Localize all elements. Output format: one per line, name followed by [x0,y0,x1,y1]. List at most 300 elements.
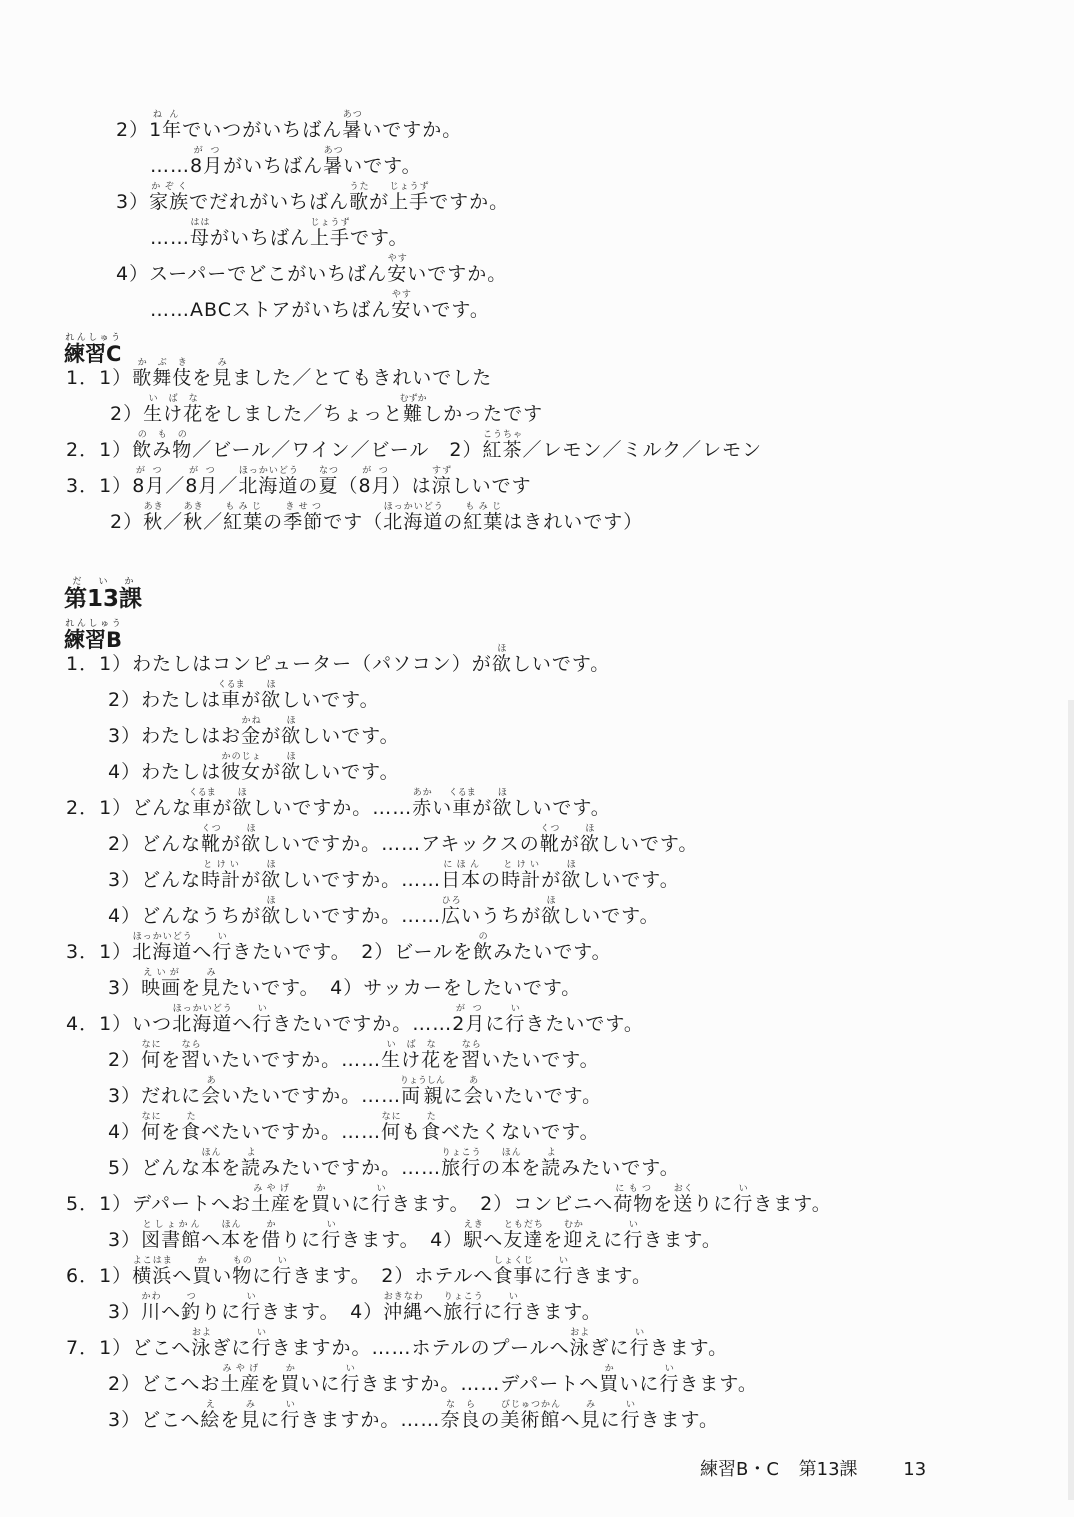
furigana-word: 何なに [141,1040,162,1071]
line-text: い [212,1265,233,1287]
line-text: はきれいです） [503,511,644,533]
line-text: の [481,869,502,891]
furigana-word: 欲ほ [561,860,582,891]
furigana-word: 生け花いばな [381,1040,442,1071]
exercise-line [108,824,698,860]
line-text: きます。 [523,1301,602,1323]
line-text: い [432,797,453,819]
exercise-line [116,110,462,146]
furigana-word: 欲ほ [579,824,600,855]
line-text: を [221,1157,242,1179]
line-text: 5）どんな [108,1157,202,1179]
line-text: 2．1） [66,439,133,461]
furigana-word: 靴くつ [201,824,222,855]
furigana-word: 秋あき [143,502,164,533]
line-text: が [212,797,233,819]
line-text: がいちばん [210,227,311,249]
line-text: 2）どんな [108,833,202,855]
furigana-word: 欲ほ [541,896,562,927]
line-text: しいです。 [281,689,380,711]
line-text: 2）どこへお [108,1373,221,1395]
furigana-word: 北海道ほっかいどう [132,932,193,963]
line-text: しいです。 [599,833,699,855]
page-number: 13 [903,1459,927,1480]
line-text: をしました／ちょっと [203,403,404,425]
line-text: いです。 [343,155,422,177]
furigana-word: 駅えき [463,1220,484,1251]
line-text: の [298,475,319,497]
line-text: しいです [451,475,532,497]
furigana-word: 日本にほん [441,860,482,891]
line-text: を [653,1193,674,1215]
line-text: しいです。 [301,761,400,783]
line-text: 3） [108,977,142,999]
furigana-word: 行い [371,1184,392,1215]
furigana-word: 食た [181,1112,202,1143]
furigana-word: 安やす [391,290,412,321]
furigana-word: 飲の [473,932,494,963]
line-text: ／ビール／ワイン／ビール 2） [192,439,483,461]
line-text: えに [583,1229,624,1251]
furigana-word: 奈良なら [440,1400,481,1431]
furigana-word: 両親りょうしん [399,1076,445,1107]
line-text: に [252,1265,273,1287]
line-text: を [291,1193,312,1215]
furigana-word: 買か [311,1184,332,1215]
furigana-word: 絵え [200,1400,221,1431]
exercise-line [66,788,611,824]
line-text: （ [338,475,359,497]
line-text: です（ [323,511,384,533]
line-text: いです。 [411,299,490,321]
line-text: しいですか。…… [281,905,442,927]
furigana-word: 泳およ [569,1328,590,1359]
furigana-word: 旅行りょこう [441,1148,482,1179]
furigana-word: 彼女かのじょ [221,752,262,783]
exercise-line [108,1076,602,1112]
footer-section: 練習B・C [700,1459,779,1480]
furigana-word: 行い [620,1400,641,1431]
furigana-word: 行い [553,1256,574,1287]
line-text: 3）どこへ [108,1409,201,1431]
exercise-line [66,644,610,680]
furigana-word: 車くるま [217,680,245,711]
furigana-word: 行い [659,1364,680,1395]
furigana-word: 見み [580,1400,601,1431]
furigana-word: 迎むか [563,1220,584,1251]
exercise-line [66,1328,728,1364]
furigana-word: 紅葉もみじ [223,502,264,533]
line-text: に [485,1013,506,1035]
furigana-word: 本ほん [221,1220,242,1251]
line-text: 3） [108,1229,142,1251]
line-text: 5．1）デパートへお [66,1193,252,1215]
line-text: 3）どんな [108,869,202,891]
furigana-word: 買か [192,1256,213,1287]
line-text: 2．1）どんな [66,797,193,819]
line-text: ／レモン／ミルク／レモン [522,439,763,461]
furigana-word: 食事しょくじ [493,1256,534,1287]
line-text: が [221,833,242,855]
furigana-word: 食た [421,1112,442,1143]
line-text: が [261,761,282,783]
line-text: へ [172,1265,193,1287]
footer-lesson: 第13課 [798,1459,858,1480]
furigana-word: 行い [212,932,233,963]
furigana-word: 行い [503,1292,524,1323]
furigana-word: 土産みやげ [220,1364,261,1395]
line-text: ／ [218,475,239,497]
furigana-word: 釣つ [181,1292,202,1323]
furigana-word: 時計とけい [201,860,242,891]
furigana-word: 行い [280,1400,301,1431]
line-text: 4．1）いつ [66,1013,173,1035]
furigana-word: 赤あか [412,788,433,819]
line-text: きます。 2）コンビニへ [391,1193,614,1215]
line-text: へ [483,1229,504,1251]
line-text: 2） [108,1049,142,1071]
line-text: に [483,1301,504,1323]
furigana-word: 2月がつ [452,1004,486,1035]
line-text: 3．1） [66,475,133,497]
furigana-word: 行い [251,1328,272,1359]
furigana-word: 夏なつ [318,466,339,497]
furigana-word: 泳およ [191,1328,212,1359]
line-text: 2） [116,119,150,141]
furigana-word: 買か [280,1364,301,1395]
furigana-word: 飲み物のもの [132,430,193,461]
line-text: きます。 [640,1409,720,1431]
line-text: しいです。 [581,869,680,891]
line-text: しいです。 [512,797,611,819]
furigana-word: 荷物にもつ [613,1184,654,1215]
furigana-word: 送おく [673,1184,694,1215]
furigana-word: 習なら [181,1040,202,1071]
exercise-line [66,1004,644,1040]
exercise-line [116,254,507,290]
line-text: たいです。 4）サッカーをしたいです。 [221,977,582,999]
exercise-line [108,752,400,788]
line-text: が [559,833,580,855]
furigana-word: 紅葉もみじ [463,502,504,533]
furigana-word: 広ひろ [441,896,462,927]
furigana-word: 横浜よこはま [132,1256,173,1287]
furigana-word: 物もの [232,1256,253,1287]
furigana-word: 安やす [387,254,408,285]
line-text: を [181,977,202,999]
line-text: きます。 [679,1373,758,1395]
furigana-word: 見み [212,358,233,389]
line-text: 4）どんなうちが [108,905,262,927]
exercise-line [66,466,532,502]
furigana-word: 欲ほ [281,716,302,747]
line-text: を [543,1229,564,1251]
line-text: ……ABCストアがいちばん [150,299,392,321]
furigana-word: 靴くつ [539,824,560,855]
exercise-line [66,430,762,466]
line-text: きます。 2）ホテルへ [292,1265,494,1287]
line-text: が [472,797,493,819]
line-text: しいですか。…… [252,797,413,819]
furigana-word: 欲ほ [232,788,253,819]
line-text: きますか。……デパートへ [360,1373,600,1395]
exercise-line [150,146,422,182]
line-text: の [481,1157,502,1179]
line-text: いたいですか。…… [221,1085,402,1107]
furigana-word: 行い [623,1220,644,1251]
furigana-word: 欲ほ [492,788,513,819]
line-text: の [443,511,464,533]
line-text: へ [232,1013,253,1035]
exercise-line [108,860,680,896]
line-text: ですか。 [429,191,510,213]
exercise-line [66,932,612,968]
line-text: いうちが [461,905,542,927]
line-text: きたいですか。…… [272,1013,453,1035]
furigana-word: 北海道ほっかいどう [172,1004,233,1035]
exercise-line [108,1112,600,1148]
line-text: でだれがいちばん [189,191,350,213]
line-text: いたいですか。…… [201,1049,382,1071]
line-text: みたいですか。…… [261,1157,442,1179]
exercise-line [108,968,581,1004]
line-text: いたいです。 [481,1049,600,1071]
exercise-line [150,290,490,326]
line-text: しいです。 [511,653,611,675]
line-text: りに [281,1229,322,1251]
line-text: 4）スーパーでどこがいちばん [116,263,388,285]
line-text: を [220,1409,241,1431]
furigana-word: 行い [321,1220,342,1251]
exercise-line [110,394,543,430]
line-text: へ [161,1301,182,1323]
line-text: 1．1） [66,367,133,389]
line-text: も [401,1121,422,1143]
line-text: 6．1） [66,1265,133,1287]
furigana-word: 読よ [241,1148,262,1179]
line-text: しいですか。…… [281,869,442,891]
furigana-word: 秋あき [183,502,204,533]
line-text: きます。 [573,1265,652,1287]
line-text: に [600,1409,621,1431]
furigana-word: 車くるま [448,788,476,819]
scan-edge-shadow [1068,700,1074,1500]
line-text: 3．1） [66,941,133,963]
furigana-word: 図書館としょかん [141,1220,202,1251]
line-text: の [263,511,284,533]
line-text: に [533,1265,554,1287]
line-text: 7．1）どこへ [66,1337,192,1359]
furigana-word: 欲ほ [261,680,282,711]
furigana-word: 1年ねん [149,110,183,141]
line-text: しいですか。……アキックスの [261,833,540,855]
line-text: いに [619,1373,660,1395]
line-text: ぎに [589,1337,630,1359]
line-text: いですか。 [407,263,508,285]
heading-renshu-b: 練習Bれんしゅう [64,619,123,653]
furigana-word: 本ほん [201,1148,222,1179]
exercise-line [108,1148,680,1184]
line-text: きたいです。 [525,1013,644,1035]
line-text: きます。 [753,1193,832,1215]
furigana-word: 美術館びじゅつかん [500,1400,561,1431]
furigana-word: 欲ほ [261,860,282,891]
line-text: きます。 4） [341,1229,464,1251]
furigana-word: 紅茶こうちゃ [482,430,523,461]
line-text: 4） [108,1121,142,1143]
line-text: みたいです。 [493,941,612,963]
furigana-word: 8月がつ [190,146,224,177]
exercise-line [108,1400,719,1436]
furigana-word: 難むずか [399,394,427,425]
line-text: を [161,1049,182,1071]
line-text: でいつがいちばん [182,119,343,141]
line-text: いたいです。 [483,1085,603,1107]
furigana-word: 上手じょうず [389,182,430,213]
furigana-word: 行い [629,1328,650,1359]
furigana-word: 歌舞伎かぶき [132,358,193,389]
furigana-word: 北海道ほっかいどう [383,502,444,533]
exercise-line [108,680,380,716]
furigana-word: 見み [201,968,222,999]
exercise-line [66,1184,832,1220]
exercise-line [150,218,409,254]
line-text: 1．1）わたしはコンピューター（パソコン）が [66,653,492,675]
furigana-word: 行い [505,1004,526,1035]
line-text: を [241,1229,262,1251]
furigana-word: 友達ともだち [503,1220,544,1251]
furigana-word: 旅行りょこう [443,1292,484,1323]
furigana-word: 車くるま [188,788,216,819]
exercise-line [108,1364,758,1400]
line-text: に [443,1085,464,1107]
furigana-word: 季節きせつ [283,502,324,533]
line-text: です。 [350,227,409,249]
furigana-word: 暑あつ [323,146,344,177]
line-text: きます。 [649,1337,729,1359]
furigana-word: 暑あつ [342,110,363,141]
line-text: べたいですか。…… [201,1121,382,1143]
line-text: きますか。…… [300,1409,441,1431]
furigana-word: 買か [599,1364,620,1395]
line-text: いに [300,1373,341,1395]
line-text: がいちばん [223,155,324,177]
exercise-line [66,1256,652,1292]
furigana-word: 行い [340,1364,361,1395]
furigana-word: 行い [241,1292,262,1323]
furigana-word: 欲ほ [281,752,302,783]
line-text: りに [201,1301,242,1323]
line-text: に [260,1409,281,1431]
line-text: 3） [108,1301,142,1323]
furigana-word: 欲ほ [241,824,262,855]
line-text: を [260,1373,281,1395]
furigana-word: 何なに [381,1112,402,1143]
line-text: を [161,1121,182,1143]
line-text: いですか。 [362,119,463,141]
line-text: 4）わたしは [108,761,222,783]
line-text: 2）わたしは [108,689,222,711]
line-text: ／ [165,475,186,497]
line-text: が [261,725,282,747]
furigana-word: 何なに [141,1112,162,1143]
furigana-word: 習なら [461,1040,482,1071]
furigana-word: 行い [252,1004,273,1035]
line-text: ）は [391,475,432,497]
line-text: へ [423,1301,444,1323]
furigana-word: 家族かぞく [149,182,190,213]
line-text: 3）だれに [108,1085,202,1107]
line-text: 3） [116,191,150,213]
exercise-line [108,896,660,932]
exercise-line [110,502,643,538]
line-text: みたいです。 [561,1157,680,1179]
line-text: …… [150,155,190,177]
exercise-line [108,1040,600,1076]
furigana-word: 8月がつ [185,466,219,497]
furigana-word: 金かね [241,716,262,747]
line-text: りに [693,1193,734,1215]
furigana-word: 8月がつ [358,466,392,497]
line-text: の [480,1409,501,1431]
exercise-line [108,1292,602,1328]
furigana-word: 北海道ほっかいどう [238,466,299,497]
line-text: きたいです。 2）ビールを [232,941,474,963]
furigana-word: 本ほん [501,1148,522,1179]
line-text: べたくないです。 [441,1121,600,1143]
line-text: を [441,1049,462,1071]
line-text: ぎに [211,1337,252,1359]
line-text: が [369,191,390,213]
furigana-word: 欲ほ [491,644,512,675]
furigana-word: 時計とけい [501,860,542,891]
furigana-word: 歌うた [349,182,370,213]
furigana-word: 上手じょうず [310,218,351,249]
exercise-line [108,1220,722,1256]
furigana-word: 行い [733,1184,754,1215]
line-text: きます。 4） [261,1301,384,1323]
line-text: が [241,869,262,891]
line-text: ／ [203,511,224,533]
line-text: が [541,869,562,891]
line-text: へ [560,1409,581,1431]
line-text: 2） [110,403,144,425]
furigana-word: 川かわ [141,1292,162,1323]
exercise-line [108,716,400,752]
furigana-word: 借か [261,1220,282,1251]
furigana-word: 母はは [190,218,211,249]
furigana-word: 8月がつ [132,466,166,497]
furigana-word: 映画えいが [141,968,182,999]
line-text: 2） [110,511,144,533]
line-text: しいです。 [561,905,660,927]
furigana-word: 行い [272,1256,293,1287]
furigana-word: 土産みやげ [251,1184,292,1215]
line-text: きますか。……ホテルのプールへ [271,1337,570,1359]
furigana-word: 読よ [541,1148,562,1179]
page-footer [700,1455,926,1481]
heading-renshu-c: 練習Cれんしゅう [64,333,122,367]
furigana-word: 欲ほ [261,896,282,927]
line-text: へ [201,1229,222,1251]
furigana-word: 生け花いばな [143,394,204,425]
furigana-word: 涼すず [431,466,452,497]
line-text: きます。 [643,1229,722,1251]
exercise-line [66,358,492,394]
line-text: …… [150,227,190,249]
exercise-line [116,182,509,218]
heading-lesson-13: 第13課だいか [64,577,143,613]
